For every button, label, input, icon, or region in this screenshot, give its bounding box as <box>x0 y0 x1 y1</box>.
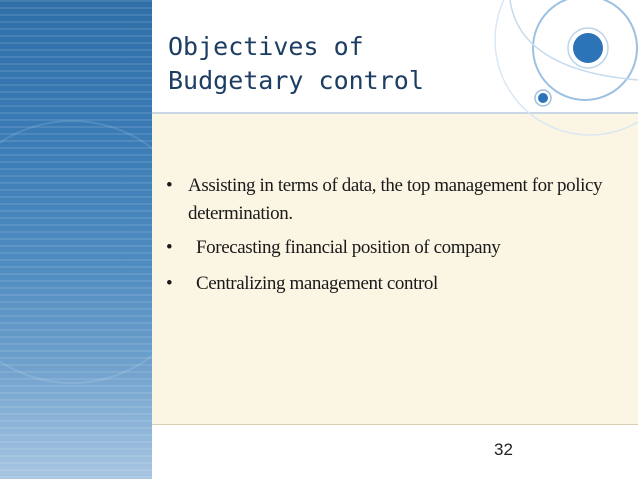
bullet-text: Assisting in terms of data, the top management for policy determination. <box>188 175 603 224</box>
decorative-arc-icon <box>510 0 638 80</box>
decorative-dot-icon <box>538 93 548 103</box>
title-line-2: Budgetary control <box>168 66 424 95</box>
bullet-item <box>162 269 622 299</box>
title-line-1: Objectives of <box>168 32 364 61</box>
bullet-marker: • <box>166 175 173 196</box>
bullet-text: Centralizing management control <box>196 273 438 294</box>
bullet-item <box>162 172 622 228</box>
bullet-marker: • <box>166 273 173 294</box>
bullet-list <box>162 172 622 299</box>
bullet-item <box>162 233 622 263</box>
decorative-circle-icon <box>573 33 603 63</box>
slide-title <box>168 30 424 98</box>
bullet-text: Forecasting financial position of company <box>196 237 501 258</box>
bullet-marker: • <box>166 237 173 258</box>
page-number: 32 <box>494 440 513 459</box>
